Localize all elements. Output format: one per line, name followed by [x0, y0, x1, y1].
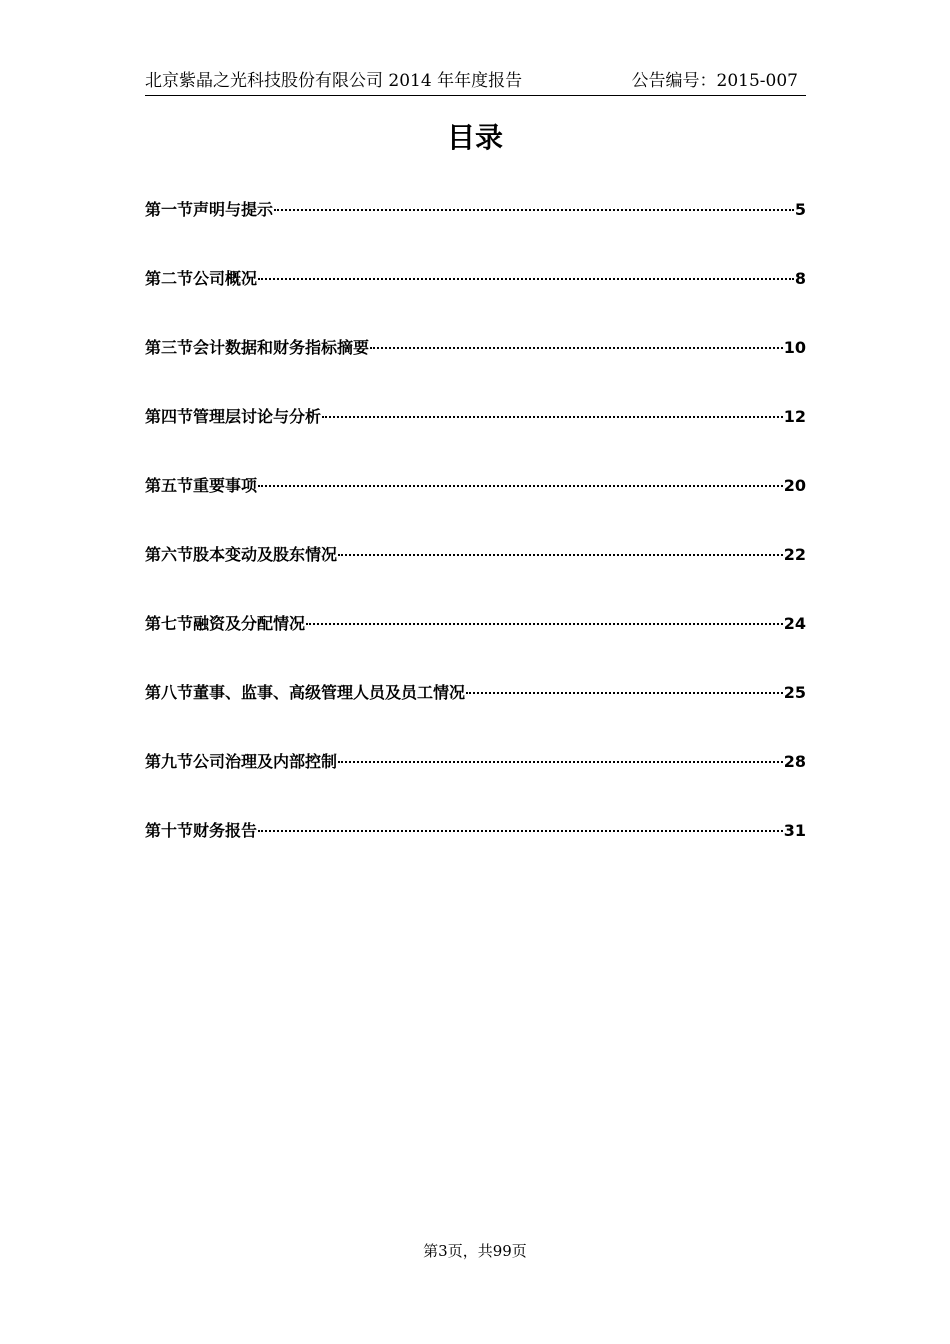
- toc-entry-page: 22: [783, 545, 806, 564]
- toc-entry-page: 25: [783, 683, 806, 702]
- toc-entry-label: 第五节重要事项: [145, 476, 258, 495]
- header-report-title: 北京紫晶之光科技股份有限公司 2014 年年度报告: [145, 71, 523, 91]
- toc-entry[interactable]: [145, 334, 806, 403]
- toc-entry-page: 20: [783, 476, 806, 495]
- toc-entry-label: 第九节公司治理及内部控制: [145, 752, 338, 771]
- toc-dot-leader: [338, 554, 783, 556]
- toc-entry-label: 第二节公司概况: [145, 269, 258, 288]
- toc-dot-leader: [258, 485, 783, 487]
- toc-entry[interactable]: [145, 817, 806, 886]
- toc-entry-page: 10: [783, 338, 806, 357]
- toc-entry[interactable]: [145, 196, 806, 265]
- toc-entry-label: 第十节财务报告: [145, 821, 258, 840]
- toc-entry-label: 第八节董事、监事、高级管理人员及员工情况: [145, 683, 466, 702]
- toc-dot-leader: [258, 278, 794, 280]
- toc-dot-leader: [338, 761, 783, 763]
- toc-entry[interactable]: [145, 265, 806, 334]
- toc-entry-page: 8: [794, 269, 806, 288]
- page-footer: 第3页，共99页: [423, 1242, 527, 1260]
- table-of-contents: [145, 196, 806, 886]
- toc-entry[interactable]: [145, 610, 806, 679]
- toc-dot-leader: [306, 623, 783, 625]
- toc-entry-label: 第三节会计数据和财务指标摘要: [145, 338, 370, 357]
- toc-entry[interactable]: [145, 403, 806, 472]
- toc-entry-label: 第一节声明与提示: [145, 200, 274, 219]
- toc-dot-leader: [258, 830, 783, 832]
- toc-entry-page: 24: [783, 614, 806, 633]
- toc-entry[interactable]: [145, 472, 806, 541]
- page-header: [145, 68, 806, 96]
- toc-entry-label: 第六节股本变动及股东情况: [145, 545, 338, 564]
- toc-entry[interactable]: [145, 679, 806, 748]
- toc-title: 目录: [446, 121, 503, 154]
- toc-dot-leader: [466, 692, 783, 694]
- header-announcement-number: 公告编号：2015-007: [631, 71, 798, 91]
- toc-entry[interactable]: [145, 748, 806, 817]
- toc-entry-page: 5: [794, 200, 806, 219]
- toc-entry-label: 第四节管理层讨论与分析: [145, 407, 322, 426]
- toc-entry-page: 12: [783, 407, 806, 426]
- toc-dot-leader: [274, 209, 794, 211]
- toc-entry-page: 28: [783, 752, 806, 771]
- toc-dot-leader: [370, 347, 783, 349]
- toc-dot-leader: [322, 416, 783, 418]
- toc-entry[interactable]: [145, 541, 806, 610]
- toc-entry-page: 31: [783, 821, 806, 840]
- toc-entry-label: 第七节融资及分配情况: [145, 614, 306, 633]
